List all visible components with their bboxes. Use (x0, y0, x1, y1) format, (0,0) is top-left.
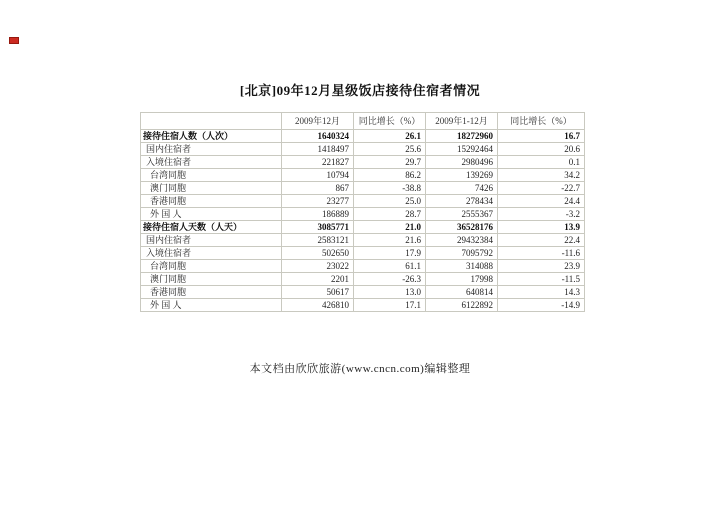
row-label-cell: 国内住宿者 (141, 143, 282, 156)
value-cell: 2555367 (426, 208, 498, 221)
header-cell: 2009年12月 (282, 113, 354, 130)
value-cell: 29.7 (354, 156, 426, 169)
table-row (141, 234, 585, 247)
table-row (141, 299, 585, 312)
header-cell: 同比增长（%） (354, 113, 426, 130)
table-row (141, 182, 585, 195)
row-label-cell: 外 国 人 (141, 208, 282, 221)
table-row (141, 286, 585, 299)
value-cell: 28.7 (354, 208, 426, 221)
table-row (141, 130, 585, 143)
footer-credit: 本文档由欣欣旅游(www.cncn.com)编辑整理 (249, 363, 471, 375)
value-cell: 20.6 (498, 143, 585, 156)
value-cell: 314088 (426, 260, 498, 273)
value-cell: 502650 (282, 247, 354, 260)
row-label-cell: 入境住宿者 (141, 156, 282, 169)
value-cell: 23.9 (498, 260, 585, 273)
value-cell: 867 (282, 182, 354, 195)
header-cell: 同比增长（%） (498, 113, 585, 130)
value-cell: 24.4 (498, 195, 585, 208)
value-cell: -3.2 (498, 208, 585, 221)
value-cell: 17.1 (354, 299, 426, 312)
row-label-cell: 接待住宿人数（人次） (141, 130, 282, 143)
value-cell: 22.4 (498, 234, 585, 247)
value-cell: -11.5 (498, 273, 585, 286)
row-label-cell: 香港同胞 (141, 195, 282, 208)
table-row (141, 143, 585, 156)
header-cell: 2009年1-12月 (426, 113, 498, 130)
value-cell: 14.3 (498, 286, 585, 299)
row-label-cell: 香港同胞 (141, 286, 282, 299)
value-cell: 6122892 (426, 299, 498, 312)
page-title: [北京]09年12月星级饭店接待住宿者情况 (239, 83, 481, 98)
red-marker-icon (9, 37, 19, 44)
table-row (141, 208, 585, 221)
row-label-cell: 外 国 人 (141, 299, 282, 312)
value-cell: 61.1 (354, 260, 426, 273)
value-cell: 18272960 (426, 130, 498, 143)
hotel-stats-table (140, 112, 585, 312)
row-label-cell: 澳门同胞 (141, 273, 282, 286)
value-cell: -14.9 (498, 299, 585, 312)
value-cell: 21.0 (354, 221, 426, 234)
row-label-cell: 接待住宿人天数（人天） (141, 221, 282, 234)
table-row (141, 260, 585, 273)
value-cell: 3085771 (282, 221, 354, 234)
value-cell: 7095792 (426, 247, 498, 260)
table-row (141, 273, 585, 286)
value-cell: 15292464 (426, 143, 498, 156)
value-cell: 17998 (426, 273, 498, 286)
value-cell: 86.2 (354, 169, 426, 182)
table-header (141, 113, 585, 130)
value-cell: 426810 (282, 299, 354, 312)
value-cell: 13.0 (354, 286, 426, 299)
value-cell: 26.1 (354, 130, 426, 143)
value-cell: 16.7 (498, 130, 585, 143)
value-cell: 278434 (426, 195, 498, 208)
value-cell: 186889 (282, 208, 354, 221)
value-cell: 25.0 (354, 195, 426, 208)
value-cell: 29432384 (426, 234, 498, 247)
value-cell: 2201 (282, 273, 354, 286)
value-cell: 139269 (426, 169, 498, 182)
value-cell: 1640324 (282, 130, 354, 143)
table-row (141, 156, 585, 169)
row-label-cell: 台湾同胞 (141, 260, 282, 273)
value-cell: 21.6 (354, 234, 426, 247)
row-label-cell: 入境住宿者 (141, 247, 282, 260)
value-cell: 640814 (426, 286, 498, 299)
value-cell: -38.8 (354, 182, 426, 195)
value-cell: 2980496 (426, 156, 498, 169)
value-cell: -22.7 (498, 182, 585, 195)
value-cell: 23022 (282, 260, 354, 273)
table-row (141, 221, 585, 234)
value-cell: 1418497 (282, 143, 354, 156)
value-cell: 10794 (282, 169, 354, 182)
table-header-row (141, 113, 585, 130)
table-row (141, 169, 585, 182)
table-row (141, 247, 585, 260)
table-body (141, 130, 585, 312)
row-label-cell: 澳门同胞 (141, 182, 282, 195)
value-cell: 36528176 (426, 221, 498, 234)
value-cell: 25.6 (354, 143, 426, 156)
value-cell: 50617 (282, 286, 354, 299)
value-cell: 23277 (282, 195, 354, 208)
value-cell: 221827 (282, 156, 354, 169)
row-label-cell: 台湾同胞 (141, 169, 282, 182)
table-row (141, 195, 585, 208)
header-cell-empty (141, 113, 282, 130)
value-cell: 17.9 (354, 247, 426, 260)
value-cell: -11.6 (498, 247, 585, 260)
value-cell: 2583121 (282, 234, 354, 247)
value-cell: 13.9 (498, 221, 585, 234)
value-cell: 34.2 (498, 169, 585, 182)
value-cell: 7426 (426, 182, 498, 195)
row-label-cell: 国内住宿者 (141, 234, 282, 247)
value-cell: 0.1 (498, 156, 585, 169)
value-cell: -26.3 (354, 273, 426, 286)
